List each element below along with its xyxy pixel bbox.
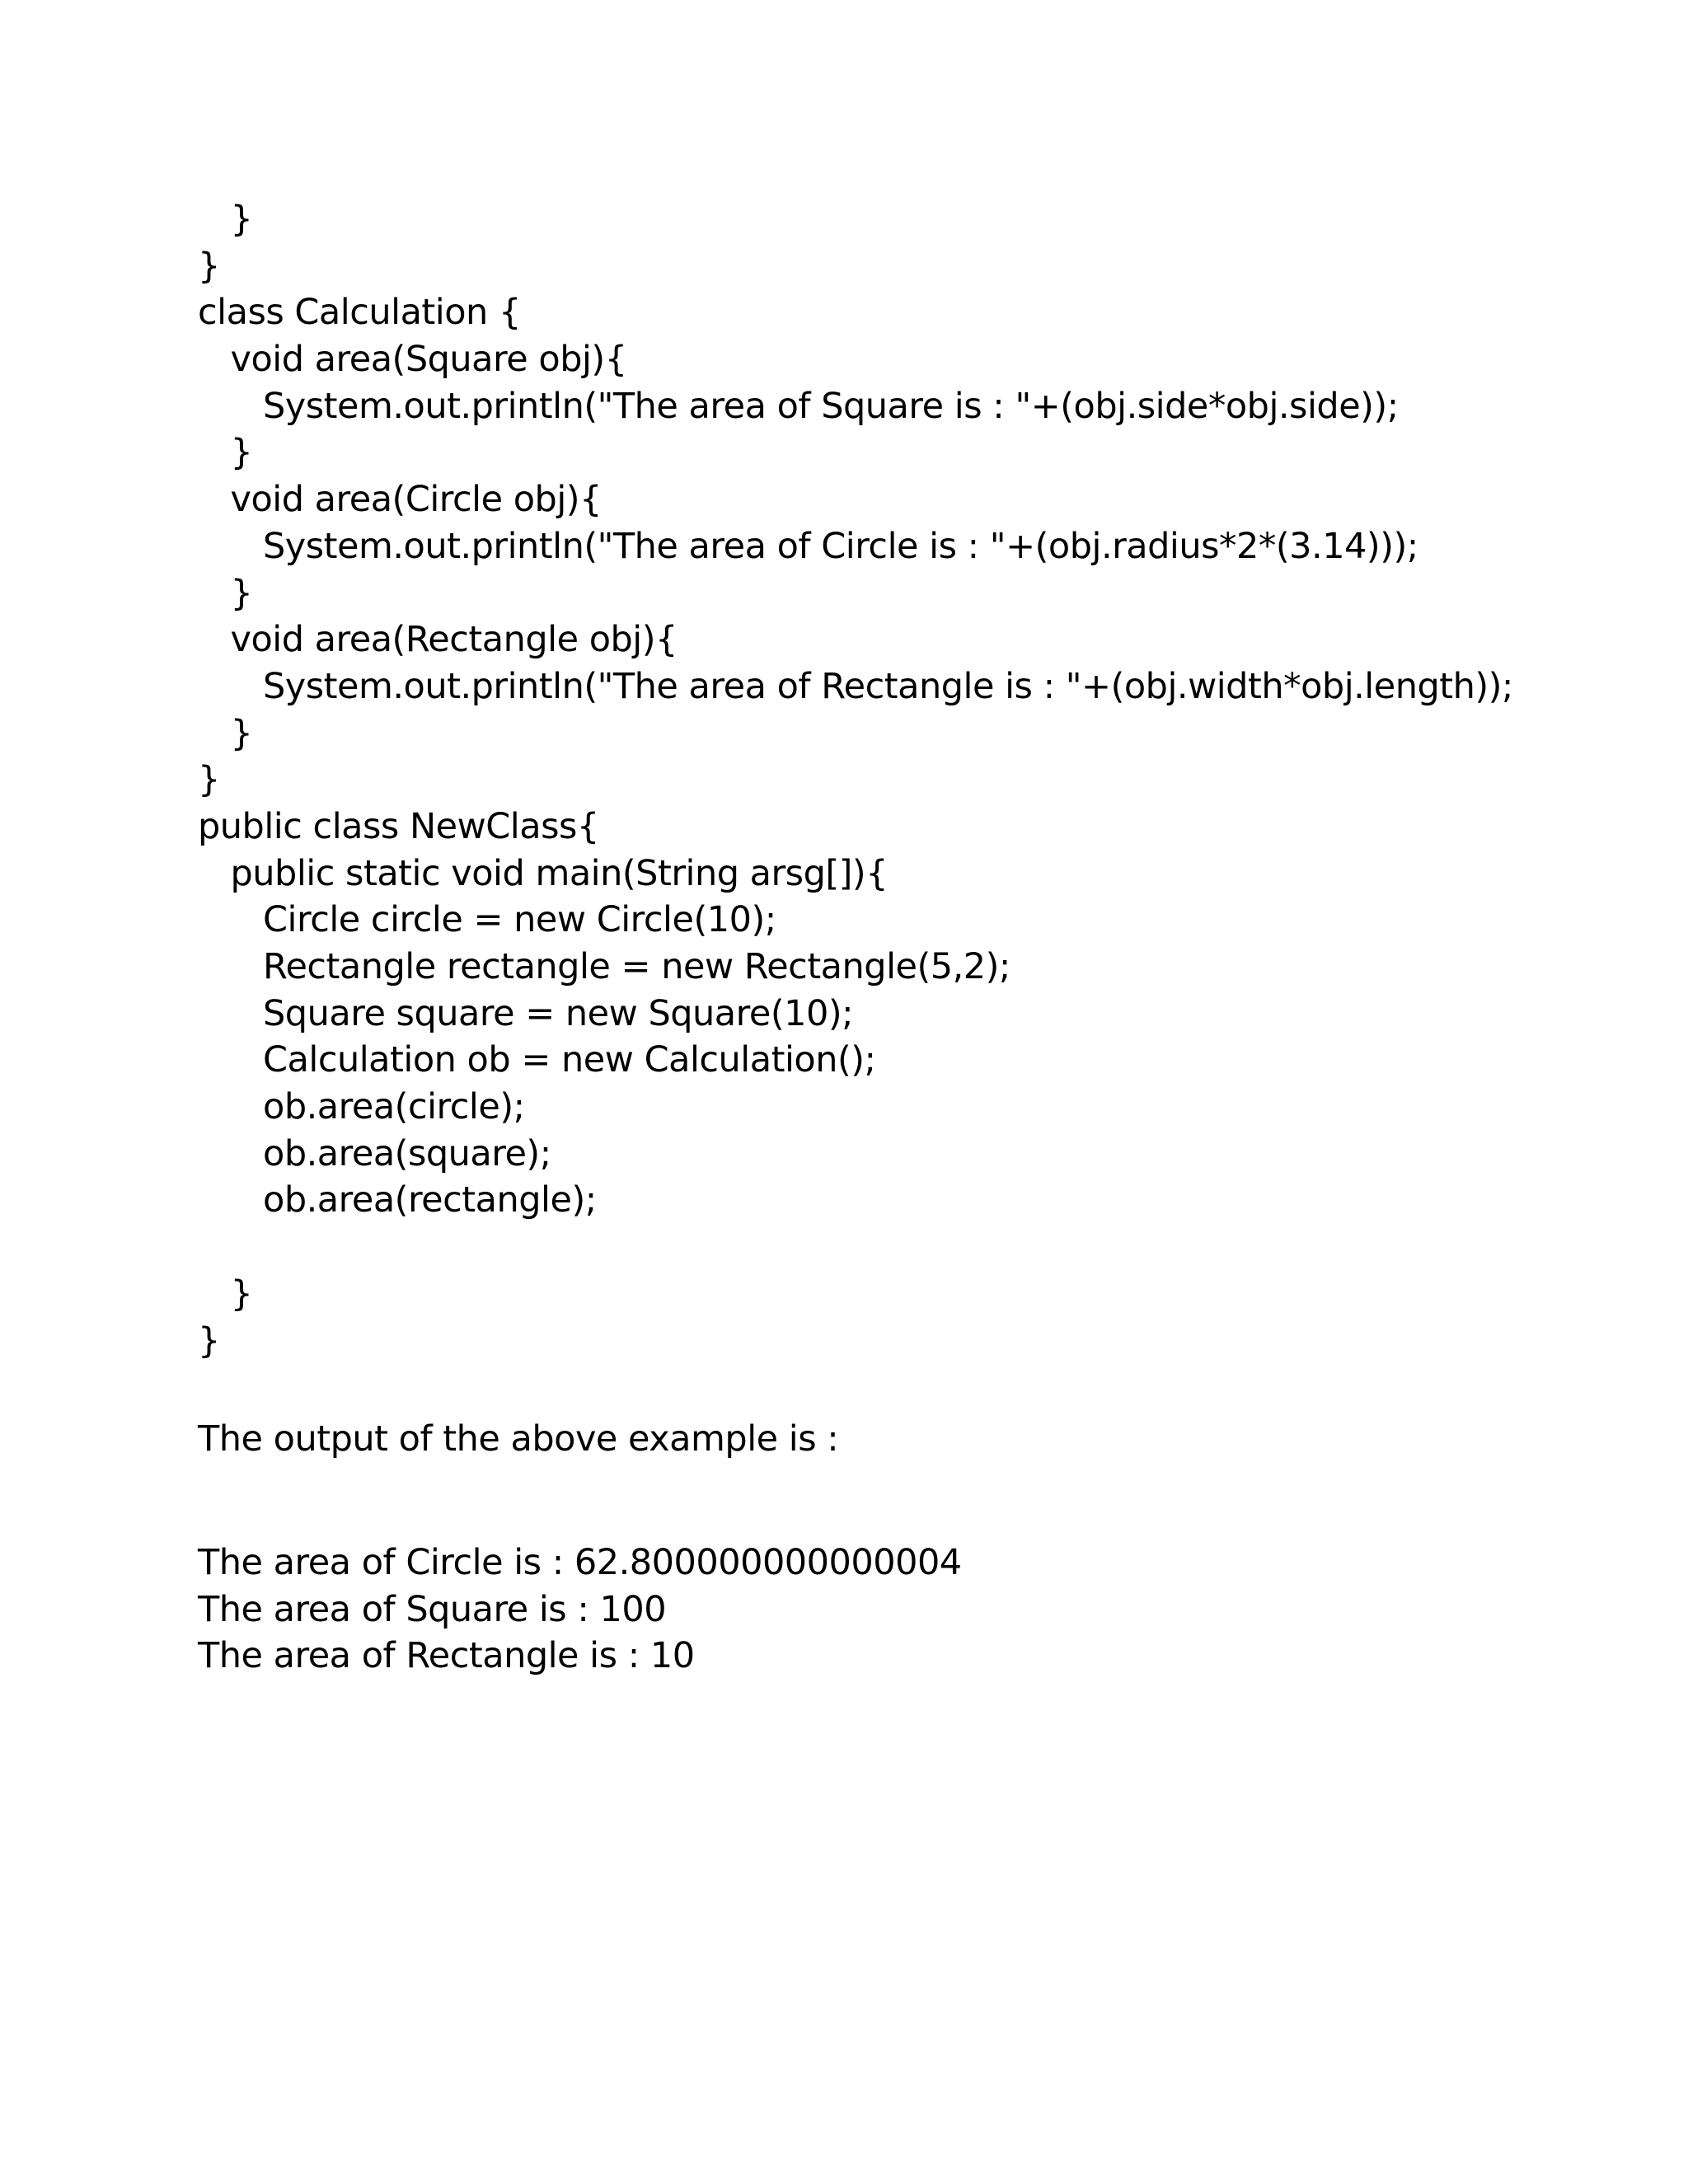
output-line: The area of Circle is : 62.800000000000004 bbox=[198, 1542, 962, 1583]
code-listing bbox=[198, 196, 1599, 1364]
code-line: public static void main(String arsg[]){ bbox=[198, 852, 889, 894]
code-line: void area(Square obj){ bbox=[198, 339, 627, 381]
code-line: Circle circle = new Circle(10); bbox=[198, 899, 776, 941]
code-line: } bbox=[198, 572, 253, 614]
program-output bbox=[198, 1540, 1599, 1680]
output-line: The area of Square is : 100 bbox=[198, 1588, 667, 1630]
output-line: The area of Rectangle is : 10 bbox=[198, 1635, 695, 1677]
code-line: } bbox=[198, 1272, 253, 1315]
code-line: } bbox=[198, 432, 253, 474]
code-line: System.out.println("The area of Circle is : "+(obj.radius*2*(3.14))); bbox=[198, 525, 1418, 567]
code-line: void area(Circle obj){ bbox=[198, 479, 602, 521]
code-line: } bbox=[198, 712, 253, 754]
code-line: System.out.println("The area of Square is : "+(obj.side*obj.side)); bbox=[198, 385, 1399, 427]
code-line: } bbox=[198, 199, 253, 240]
code-line: } bbox=[198, 759, 220, 801]
code-line: } bbox=[198, 245, 220, 287]
code-line: Calculation ob = new Calculation(); bbox=[198, 1039, 876, 1081]
code-line: ob.area(circle); bbox=[198, 1086, 525, 1128]
output-label: The output of the above example is : bbox=[198, 1418, 839, 1460]
code-line: ob.area(square); bbox=[198, 1132, 551, 1174]
code-line: Rectangle rectangle = new Rectangle(5,2); bbox=[198, 946, 1010, 987]
code-line: } bbox=[198, 1319, 220, 1361]
code-line: Square square = new Square(10); bbox=[198, 992, 854, 1034]
code-line: public class NewClass{ bbox=[198, 805, 599, 847]
code-line: class Calculation { bbox=[198, 292, 521, 334]
code-line: System.out.println("The area of Rectangle is : "+(obj.width*obj.length)); bbox=[198, 665, 1513, 707]
code-line: void area(Rectangle obj){ bbox=[198, 619, 678, 661]
code-line: ob.area(rectangle); bbox=[198, 1179, 597, 1221]
code-line bbox=[198, 1224, 1599, 1271]
